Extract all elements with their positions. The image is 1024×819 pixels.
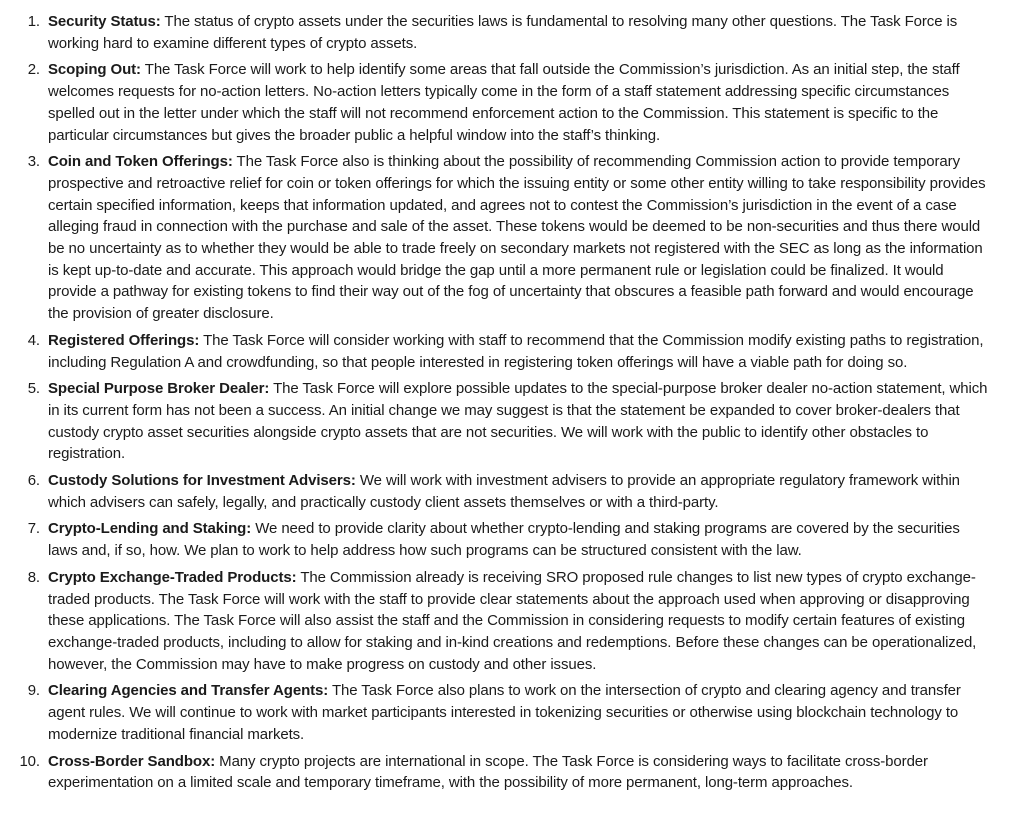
list-item bbox=[0, 751, 990, 794]
list-number: 6. bbox=[27, 472, 40, 490]
list-item-body: The Task Force will explore possible updates to the special-purpose broker dealer no-action statement, which in its current form has not been a success. An initial change we may suggest is that the statement be expanded to cover broker-dealers that custody crypto asset securities alongside crypto assets that are not securities. We will work with the public to identify other obstacles to registration. bbox=[48, 380, 988, 463]
list-item-label: Security Status: bbox=[48, 13, 161, 30]
list-item bbox=[0, 11, 990, 54]
list-item bbox=[0, 518, 990, 561]
list-item-text bbox=[48, 151, 990, 325]
list-item-text bbox=[48, 518, 990, 561]
list-item-body: We need to provide clarity about whether crypto-lending and staking programs are covered by the securities laws and, if so, how. We plan to work to help address how such programs can be structured consistent with the law. bbox=[48, 520, 960, 560]
list-item-body: The Task Force will consider working with staff to recommend that the Commission modify existing paths to registration, including Regulation A and crowdfunding, so that people interested in registering token offerings will have a viable path for doing so. bbox=[48, 331, 984, 371]
list-item-body: Many crypto projects are international in scope. The Task Force is considering ways to facilitate cross-border experimentation on a limited scale and temporary timeframe, with the possibility of more permanent, long-term approaches. bbox=[48, 752, 928, 792]
list-item-text bbox=[48, 751, 990, 794]
list-number: 10. bbox=[19, 752, 40, 770]
list-item bbox=[0, 567, 990, 676]
list-number: 1. bbox=[27, 13, 40, 30]
list-item-label: Custody Solutions for Investment Advisers: bbox=[48, 472, 356, 490]
list-item-text bbox=[48, 378, 990, 465]
list-item-label: Registered Offerings: bbox=[48, 331, 200, 349]
list-item-body: The Task Force also is thinking about the possibility of recommending Commission action to provide temporary prospective and retroactive relief for coin or token offerings for which the issuing entity or some other entity willing to take responsibility provides certain specified information, keeps that information updated, and agrees not to contest the Commission’s jurisdiction in the event of a case alleging fraud in connection with the purchase and sale of the asset. These tokens would be deemed to be non-securities and thus there would be no uncertainty as to whether they would be able to trade freely on secondary markets not registered with the SEC as long as the information is kept up-to-date and accurate. This approach would bridge the gap until a more permanent rule or legislation could be finalized. It would provide a pathway for existing tokens to find their way out of the fog of uncertainty that obscures a feasible path forward and would encourage the provision of greater disclosure. bbox=[48, 153, 986, 323]
list-item-label: Clearing Agencies and Transfer Agents: bbox=[48, 682, 329, 700]
list-number: 5. bbox=[27, 380, 40, 398]
list-item-body: The Task Force also plans to work on the intersection of crypto and clearing agency and transfer agent rules. We will continue to work with market participants interested in tokenizing securities or otherwise using blockchain technology to modernize traditional financial markets. bbox=[48, 682, 961, 743]
list-number: 9. bbox=[27, 682, 40, 700]
list-item-body: We will work with investment advisers to provide an appropriate regulatory framework within which advisers can safely, legally, and practically custody client assets themselves or with a third-party. bbox=[48, 472, 960, 511]
list-item-label: Crypto Exchange-Traded Products: bbox=[48, 568, 297, 586]
list-item bbox=[0, 378, 990, 465]
list-item-label: Special Purpose Broker Dealer: bbox=[48, 380, 270, 398]
numbered-list bbox=[0, 11, 990, 794]
list-item-label: Scoping Out: bbox=[48, 61, 141, 79]
list-number: 3. bbox=[27, 153, 40, 171]
list-item-label: Cross-Border Sandbox: bbox=[48, 752, 216, 770]
list-number: 4. bbox=[27, 331, 40, 349]
list-item-body: The Commission already is receiving SRO proposed rule changes to list new types of crypto exchange-traded products. The Task Force will work with the staff to provide clear statements about the approach used when approving or disapproving these applications. The Task Force will also assist the staff and the Commission in considering requests to modify certain features of existing exchange-traded products, including to allow for staking and in-kind creations and redemptions. Before these changes can be operationalized, however, the Commission may have to make progress on custody and other issues. bbox=[48, 568, 977, 673]
list-item-text bbox=[48, 330, 990, 373]
list-item-body: The status of crypto assets under the securities laws is fundamental to resolving many other questions. The Task Force is working hard to examine different types of crypto assets. bbox=[48, 13, 958, 52]
list-item-text bbox=[48, 59, 990, 146]
list-item-label: Coin and Token Offerings: bbox=[48, 153, 233, 171]
list-item bbox=[0, 330, 990, 373]
list-item bbox=[0, 680, 990, 745]
list-item bbox=[0, 59, 990, 146]
list-item-text bbox=[48, 680, 990, 745]
list-item-body: The Task Force will work to help identify some areas that fall outside the Commission’s jurisdiction. As an initial step, the staff welcomes requests for no-action letters. No-action letters typically come in the form of a staff statement addressing specific circumstances spelled out in the letter under which the staff will not recommend enforcement action to the Commission. This statement is specific to the particular circumstances but gives the broader public a helpful window into the staff’s thinking. bbox=[48, 61, 960, 144]
list-item bbox=[0, 151, 990, 325]
list-item-label: Crypto-Lending and Staking: bbox=[48, 520, 252, 538]
list-number: 7. bbox=[27, 520, 40, 538]
list-number: 2. bbox=[27, 61, 40, 79]
list-item-text bbox=[48, 470, 990, 513]
list-item-text bbox=[48, 567, 990, 676]
list-item bbox=[0, 470, 990, 513]
list-item-text bbox=[48, 11, 990, 54]
list-number: 8. bbox=[27, 568, 40, 586]
